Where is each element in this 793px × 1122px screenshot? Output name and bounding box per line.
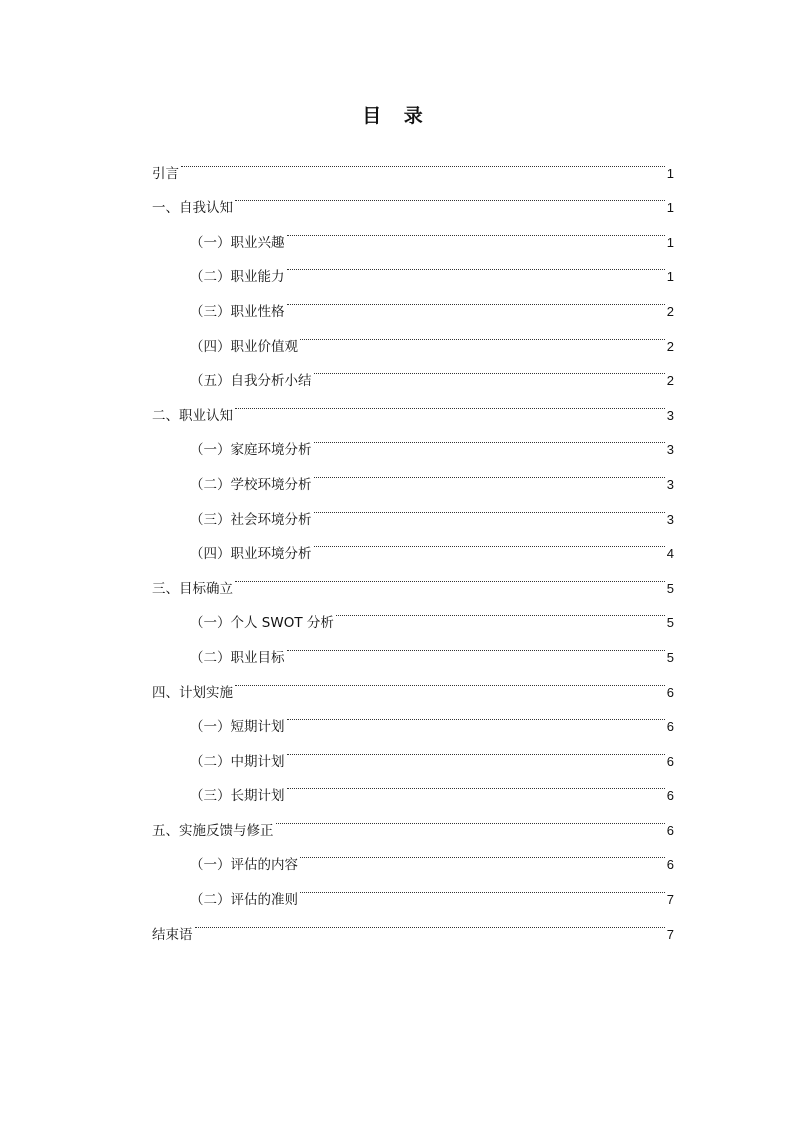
toc-entry-page-number: 6 [666, 822, 674, 838]
toc-entry-label: 五、实施反馈与修正 [152, 822, 274, 839]
toc-entry-label: （一）职业兴趣 [190, 234, 285, 251]
toc-entry-page-number: 1 [666, 234, 674, 250]
toc-dot-leader [287, 697, 665, 732]
toc-dot-leader [314, 351, 665, 386]
toc-entry-page-number: 5 [666, 580, 674, 596]
toc-entry-page-number: 6 [666, 684, 674, 700]
toc-dot-leader [336, 593, 665, 628]
toc-dot-leader [300, 869, 665, 904]
toc-dot-leader [181, 143, 665, 178]
toc-entry-label: （二）职业能力 [190, 269, 285, 286]
toc-entry[interactable] [152, 143, 674, 182]
toc-entry-page-number: 2 [666, 338, 674, 354]
toc-dot-leader [287, 766, 665, 801]
toc-entry-label: （一）短期计划 [190, 719, 285, 736]
toc-entry-label: （一）评估的内容 [190, 857, 298, 874]
toc-dot-leader [287, 247, 665, 282]
toc-dot-leader [287, 281, 665, 316]
toc-entry-page-number: 3 [666, 442, 674, 458]
toc-entry-label: （三）职业性格 [190, 303, 285, 320]
toc-dot-leader [314, 420, 665, 455]
toc-dot-leader [287, 212, 665, 247]
toc-entry-label: （二）学校环境分析 [190, 476, 312, 493]
toc-dot-leader [314, 489, 665, 524]
toc-entry-page-number: 6 [666, 857, 674, 873]
toc-dot-leader [314, 524, 665, 559]
toc-entry-page-number: 2 [666, 373, 674, 389]
toc-list [152, 143, 674, 943]
toc-entry-page-number: 3 [666, 476, 674, 492]
toc-dot-leader [314, 454, 665, 489]
toc-dot-leader [235, 558, 665, 593]
toc-entry-page-number: 4 [666, 546, 674, 562]
toc-entry-label: （二）中期计划 [190, 753, 285, 770]
toc-title: 目 录 [362, 105, 431, 127]
toc-dot-leader [276, 800, 665, 835]
toc-entry-label: （二）职业目标 [190, 649, 285, 666]
toc-dot-leader [300, 835, 665, 870]
toc-entry-page-number: 1 [666, 165, 674, 181]
toc-dot-leader [235, 662, 665, 697]
toc-entry-label: 一、自我认知 [152, 200, 233, 217]
toc-dot-leader [287, 627, 665, 662]
toc-entry-label: （四）职业价值观 [190, 338, 298, 355]
toc-entry[interactable] [152, 904, 674, 943]
toc-dot-leader [235, 385, 665, 420]
toc-entry-page-number: 1 [666, 200, 674, 216]
toc-dot-leader [195, 904, 665, 939]
toc-entry-label: 结束语 [152, 926, 193, 943]
toc-dot-leader [287, 731, 665, 766]
toc-entry-label: 引言 [152, 165, 179, 182]
toc-entry-label: （三）长期计划 [190, 788, 285, 805]
toc-entry-page-number: 2 [666, 303, 674, 319]
toc-entry-label: （四）职业环境分析 [190, 546, 312, 563]
toc-entry-page-number: 1 [666, 269, 674, 285]
toc-entry-page-number: 7 [666, 892, 674, 908]
toc-entry-page-number: 6 [666, 719, 674, 735]
toc-entry-page-number: 6 [666, 788, 674, 804]
toc-entry-label: 四、计划实施 [152, 684, 233, 701]
toc-entry-page-number: 3 [666, 407, 674, 423]
toc-entry-label: （五）自我分析小结 [190, 373, 312, 390]
toc-entry-page-number: 3 [666, 511, 674, 527]
toc-dot-leader [235, 178, 665, 213]
toc-entry-label: （一）家庭环境分析 [190, 442, 312, 459]
toc-entry-page-number: 5 [666, 649, 674, 665]
toc-entry-label: （二）评估的准则 [190, 892, 298, 909]
toc-entry-label: 二、职业认知 [152, 407, 233, 424]
toc-entry-label: （三）社会环境分析 [190, 511, 312, 528]
toc-entry-page-number: 7 [666, 926, 674, 942]
toc-entry-label: 三、目标确立 [152, 580, 233, 597]
toc-entry-label: （一）个人 SWOT 分析 [190, 615, 334, 632]
toc-entry-page-number: 5 [666, 615, 674, 631]
toc-entry[interactable] [152, 178, 674, 217]
toc-entry-page-number: 6 [666, 753, 674, 769]
toc-dot-leader [300, 316, 665, 351]
